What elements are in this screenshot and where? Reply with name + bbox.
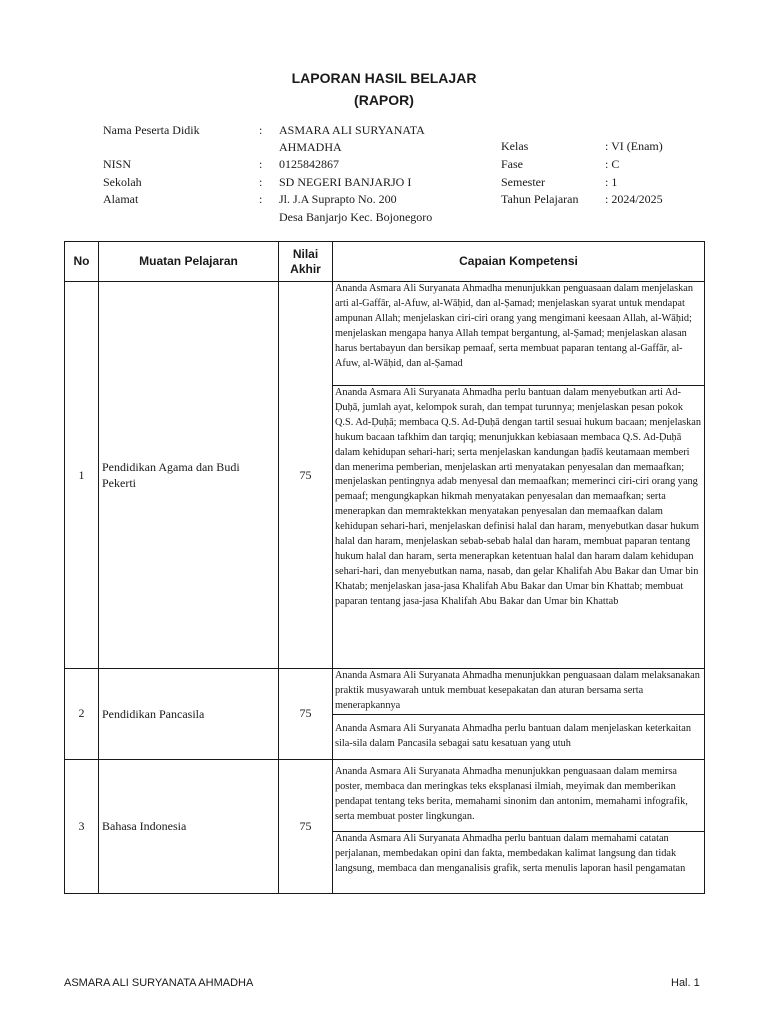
address-value-line2: Desa Banjarjo Kec. Bojonegoro xyxy=(279,210,433,224)
row-competency-achieved: Ananda Asmara Ali Suryanata Ahmadha menunjukkan penguasaan dalam memirsa poster, membaca dan meringkas teks eksplanasi ilmiah, meyimak dan memberikan pendapat tentang teks berita, memahami sinonim dan antonim, memahami infografik, serta membuat poster lingkungan. xyxy=(333,759,705,831)
header-subject: Muatan Pelajaran xyxy=(99,242,279,282)
row-number: 3 xyxy=(65,759,99,893)
header-no: No xyxy=(65,242,99,282)
row-score: 75 xyxy=(279,669,333,760)
row-competency-needs-help: Ananda Asmara Ali Suryanata Ahmadha perlu bantuan dalam menjelaskan keterkaitan sila-sila dalam Pancasila sebagai satu kesatuan yang utuh xyxy=(333,714,705,759)
semester-value: : 1 xyxy=(605,175,618,189)
address-label: Alamat xyxy=(103,192,139,206)
name-value-line1: ASMARA ALI SURYANATA xyxy=(279,123,425,137)
fase-label: Fase xyxy=(501,157,523,171)
fase-value: : C xyxy=(605,157,620,171)
address-value-line1: Jl. J.A Suprapto No. 200 xyxy=(279,192,397,206)
semester-label: Semester xyxy=(501,175,545,189)
header-score-line2: Akhir xyxy=(290,261,321,276)
row-competency-achieved: Ananda Asmara Ali Suryanata Ahmadha menunjukkan penguasaan dalam menjelaskan arti al-Gaffār, al-Afuw, al-Wāḥid, dan al-Ṣamad; menjelaskan syarat untuk mendapat ampunan Allah; menjelaskan ciri-ciri orang yang mengimani keesaan Allah, al-Wāḥid; menjelaskan mengapa hanya Allah tempat bergantung, al-Ṣamad; menjelaskan alasan harus bertabayun dan bersikap pemaaf, serta membuat paparan tentang al-Gaffār, al-Afuw, al-Wāḥid, dan al-Ṣamad xyxy=(333,282,705,386)
report-subtitle: (RAPOR) xyxy=(354,92,414,108)
nisn-value: 0125842867 xyxy=(279,157,339,171)
row-score: 75 xyxy=(279,282,333,669)
address-separator: : xyxy=(259,192,263,206)
school-label: Sekolah xyxy=(103,175,142,189)
school-separator: : xyxy=(259,175,263,189)
table-row xyxy=(65,669,705,715)
school-value: SD NEGERI BANJARJO I xyxy=(279,175,412,189)
tahun-value: : 2024/2025 xyxy=(605,192,663,206)
header-score-line1: Nilai xyxy=(292,246,319,261)
footer-student-name: ASMARA ALI SURYANATA AHMADHA xyxy=(64,977,254,989)
footer-page-number: Hal. 1 xyxy=(671,977,700,989)
row-competency-needs-help: Ananda Asmara Ali Suryanata Ahmadha perlu bantuan dalam menyebutkan arti Ad-Ḍuḥā, jumlah ayat, kelompok surah, dan tempat turunnya; menjelaskan pesan pokok Q.S. Ad-Ḍuḥā; membaca Q.S. Ad-Ḍuḥā dengan tartil sesuai hukum bacaan; menjelaskan hukum bacaan tafkhim dan tarqiq; menunjukkan kebiasaan membaca Q.S. Ad-Ḍuḥā dalam kehidupan sehari-hari; serta menjelaskan kandungan ḥadīṡ keutamaan memberi dan menerima pemberian, menjelaskan arti menyatakan penyesalan dan memaafkan; menjelaskan pentingnya adab menyesal dan memaafkan; memerinci ciri-ciri orang yang pemaaf; mengungkapkan hikmah menyatakan penyesalan dan memaafkan; serta menerapkan dan memraktekkan menyatakan penyesalan dan memaafkan dalam kehidupan sehari-hari, menjelaskan definisi halal dan haram, menyebutkan dasar hukum halal dan haram, menjelaskan sebab-sebab halal dan haram, membuat paparan tentang hukum halal dan haram, serta menerapkan ketentuan halal dan haram dalam kehidupan sehari-hari, dan menyebutkan nama, nasab, dan gelar Khalifah Abu Bakar dan Umar bin Khatab; menjelaskan jasa-jasa Khalifah Abu Bakar dan Umar bin Khattab; membuat paparan tentang jasa-jasa Khalifah Abu Bakar dan Umar bin Khattab xyxy=(333,386,705,669)
kelas-value: : VI (Enam) xyxy=(605,139,663,153)
name-label: Nama Peserta Didik xyxy=(103,123,200,137)
row-competency-needs-help: Ananda Asmara Ali Suryanata Ahmadha perlu bantuan dalam memahami catatan perjalanan, membedakan opini dan fakta, membedakan kalimat langsung dan tidak langsung, membaca dan menganalisis grafik, serta menulis laporan hasil pengamatan xyxy=(333,831,705,893)
row-competency-achieved: Ananda Asmara Ali Suryanata Ahmadha menunjukkan penguasaan dalam melaksanakan praktik musyawarah untuk membuat kesepakatan dan aturan bersama serta menerapkannya xyxy=(333,669,705,715)
row-score: 75 xyxy=(279,759,333,893)
row-subject: Pendidikan Pancasila xyxy=(99,669,279,760)
nisn-label: NISN xyxy=(103,157,132,171)
report-title: LAPORAN HASIL BELAJAR xyxy=(291,70,477,86)
kelas-label: Kelas xyxy=(501,139,529,153)
table-row xyxy=(65,759,705,831)
row-subject: Pendidikan Agama dan Budi Pekerti xyxy=(99,282,279,669)
name-separator: : xyxy=(259,123,263,137)
table-header-row xyxy=(65,242,705,282)
header-competency: Capaian Kompetensi xyxy=(333,242,705,282)
header-score xyxy=(279,242,333,282)
table-row xyxy=(65,282,705,386)
row-number: 1 xyxy=(65,282,99,669)
tahun-label: Tahun Pelajaran xyxy=(501,192,579,206)
row-subject: Bahasa Indonesia xyxy=(99,759,279,893)
nisn-separator: : xyxy=(259,157,263,171)
name-value-line2: AHMADHA xyxy=(279,140,342,154)
row-number: 2 xyxy=(65,669,99,760)
grades-table xyxy=(64,241,705,894)
